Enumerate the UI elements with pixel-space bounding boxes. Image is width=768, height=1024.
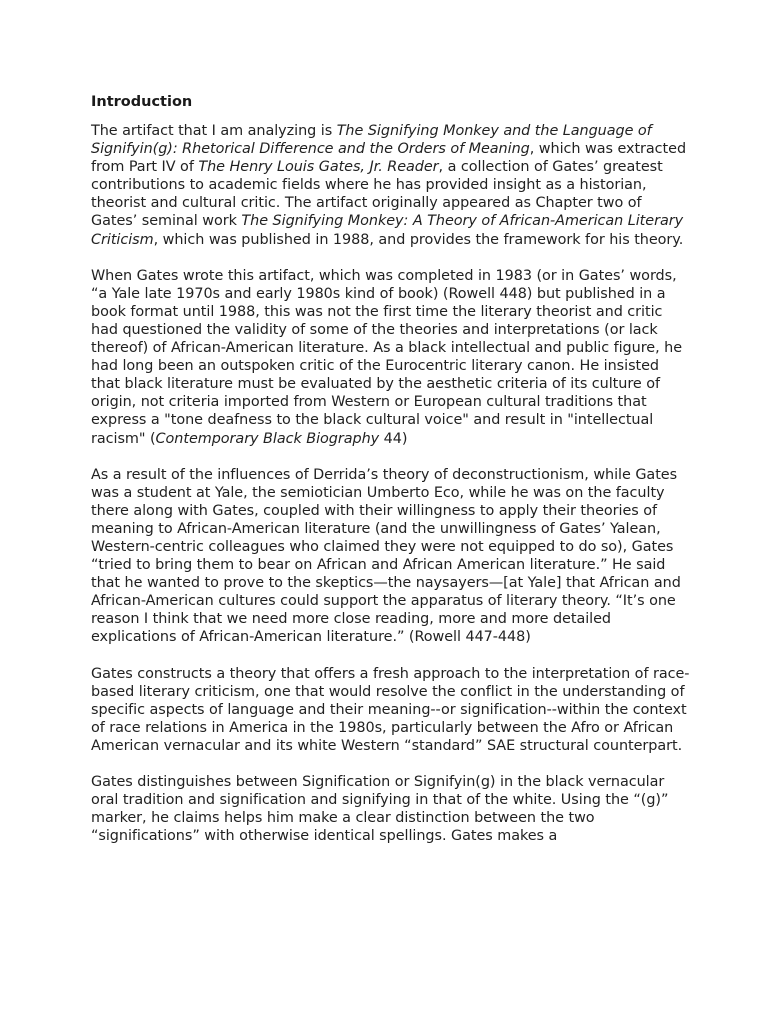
paragraph-1-text-3: , a collection of Gates’ greatest contributions to academic fields where he has provided insight as a historian, theorist and cultural critic. The artifact originally appeared as Chapter two of Gates’ seminal work bbox=[91, 159, 663, 230]
paragraph-4: Gates constructs a theory that offers a fresh approach to the interpretation of race-based literary criticism, one that would resolve the conflict in the understanding of specific aspects of language and their meaning--or signification--within the context of race relations in America in the 1980s, particularly between the Afro or African American vernacular and its white Western “standard” SAE structural counterpart. bbox=[91, 665, 690, 754]
paragraph-5: Gates distinguishes between Signification or Signifyin(g) in the black vernacular oral tradition and signification and signifying in that of the white. Using the “(g)” marker, he claims helps him make a clear distinction between the two “significations” with otherwise identical spellings. Gates makes a bbox=[91, 774, 669, 845]
paragraph-2 bbox=[91, 267, 691, 448]
paragraph-1-title-1: The Signifying Monkey and the Language of Signifyin(g): Rhetorical Difference and the Orders of Meaning bbox=[91, 123, 652, 158]
paragraph-1-text-4: , which was published in 1988, and provides the framework for his theory. bbox=[153, 231, 684, 248]
paragraph-1 bbox=[91, 122, 691, 249]
document-page bbox=[91, 92, 691, 863]
paragraph-2-text-1: When Gates wrote this artifact, which was completed in 1983 (or in Gates’ words, “a Yale late 1970s and early 1980s kind of book) (Rowell 448) but published in a book format until 1988, this was not the first time the literary theorist and critic had questioned the validity of some of the theories and interpretations (or lack thereof) of African-American literature. As a black intellectual and public figure, he had long been an outspoken critic of the Eurocentric literary canon. He insisted that black literature must be evaluated by the aesthetic criteria of its culture of origin, not criteria imported from Western or European cultural traditions that express a "tone deafness to the black cultural voice" and result in "intellectual racism" ( bbox=[91, 267, 682, 447]
paragraph-1-text-2: , which was extracted from Part IV of bbox=[91, 141, 687, 176]
paragraph-3: As a result of the influences of Derrida’s theory of deconstructionism, while Gates was a student at Yale, the semiotician Umberto Eco, while he was on the faculty there along with Gates, coupled with their willingness to apply their theories of meaning to African-American literature (and the unwillingness of Gates’ Yalean, Western-centric colleagues who claimed they were not equipped to do so), Gates “tried to bring them to bear on African and African American literature.” He said that he wanted to prove to the skeptics—the naysayers—[at Yale] that African and African-American cultures could support the apparatus of literary theory. “It’s one reason I think that we need more close reading, more and more detailed explications of African-American literature.” (Rowell 447-448) bbox=[91, 466, 681, 646]
paragraph-1-title-2: The Henry Louis Gates, Jr. Reader bbox=[198, 159, 439, 176]
paragraph-2-title-1: Contemporary Black Biography bbox=[155, 430, 380, 447]
paragraph-1-title-3: The Signifying Monkey: A Theory of African-American Literary Criticism bbox=[91, 213, 684, 248]
paragraph-2-text-2: 44) bbox=[379, 430, 408, 447]
section-heading: Introduction bbox=[91, 94, 193, 110]
paragraph-1-text-1: The artifact that I am analyzing is bbox=[91, 123, 337, 139]
